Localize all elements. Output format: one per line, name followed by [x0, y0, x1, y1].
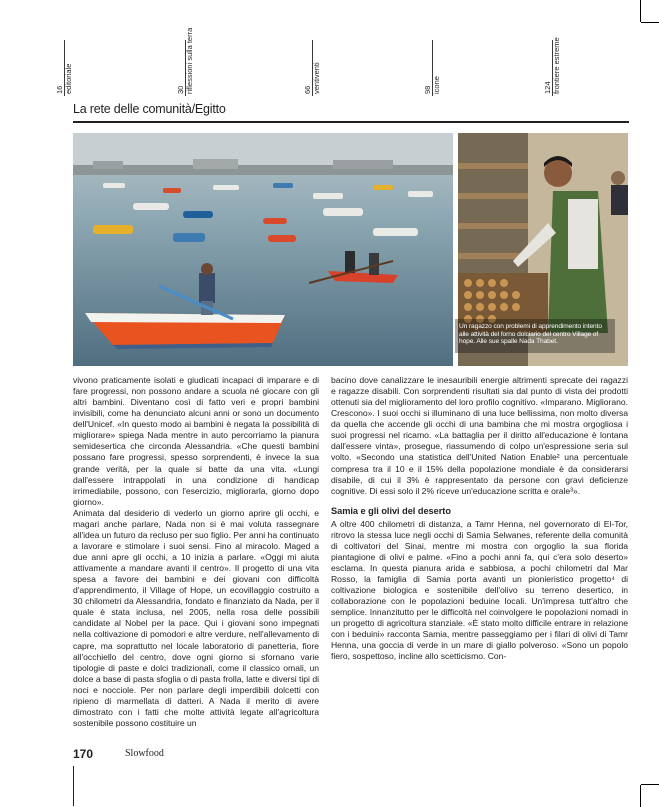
tab-label: 124 frontiere estreme — [543, 37, 561, 94]
section-title: La rete delle comunità/Egitto — [73, 102, 226, 116]
footer-rule — [73, 766, 74, 806]
crop-mark — [641, 22, 659, 23]
tab-label: 30 riflessioni sulla terra — [176, 27, 194, 94]
paragraph: Animata dal desiderio di vederlo un giorno aprire gli occhi, e magari anche parlare, Nada non si è mai voluta rassegnare all'idea un futuro da recluso per suo figlio. Per anni ha continuato a lavorare e stimolare i suoi sensi. Fino al miracolo. Maged a due anni apre gli occhi, a 10 inizia a parlare. «Oggi mi aiuta attivamente a mandare avanti il centro». Il progetto di una vita spesa a favore dei bambini e dei giovani con difficoltà d'apprendimento, il Village of Hope, un ecovillaggio costruito a 30 chilometri da Alessandria, fondato e finanziato da Nada, per il quale è stata inclusa, nel 2005, nella rosa delle possibili candidate al Nobel per la pace. Qui i giovani sono impegnati nella coltivazione di pomodori e altre verdure, nell'allevamento di capre, ma soprattutto nel locale laboratorio di panetteria, fiore all'occhiello del centro, dove ogni giorno si sfornano varie tipologie di paste e dolci tradizionali, come il classico omali, un dolce a base di pasta sfoglia o di pasta frolla, latte e diversi tipi di noci e nocciole. Per non parlare degli imperdibili dolcetti con ripieno di marmellata di datteri. A Nada il merito di avere dimostrato con i fatti che molte attività legate all'agricoltura sostenibile possono costituire un — [73, 507, 319, 728]
section-tab[interactable] — [543, 37, 612, 96]
crop-mark — [640, 0, 641, 22]
text-column-right — [331, 375, 628, 663]
tab-label: 16 editoriale — [55, 63, 73, 94]
section-tab[interactable] — [423, 40, 492, 96]
section-tab[interactable] — [303, 40, 372, 96]
crop-mark — [641, 784, 659, 785]
section-tab[interactable] — [55, 40, 124, 96]
paragraph: vivono praticamente isolati e giudicati incapaci di imparare e di fare progressi, non possono andare a scuola né giocare con gli altri bambini. Diventano così di fatto veri e propri bambini invisibili, come ha denunciato alcuni anni or sono un documento dell'Unicef. «In questo modo ai bambini è negata la possibilità di migliorare» spiega Nada mentre in auto percorriamo la pianura semidesertica che circonda Alessandria. «Che questi bambini possano fare progressi, spesso sorprendenti, è invece la sua grande verità, per la quale si batte da una vita. «Lungi dall'essere intrappolati in una condizione di handicap irrimediabile, possono, con l'esercizio, migliorarla, giorno dopo giorno». — [73, 375, 319, 507]
paragraph: bacino dove canalizzare le inesauribili energie altrimenti sprecate dei ragazzi e ragazze disabili. Con sorprendenti risultati sia dal punto di vista dei prodotti ottenuti sia del miglioramento del loro profilo cognitivo. «Imparano. Migliorano. Crescono». I suoi occhi si illuminano di una luce bellissima, non molto diversa da quella che accende gli occhi di una bambina che mi mostra orgogliosa i suoi progressi nel ricamo. «La battaglia per il diritto all'educazione è lontana dall'essere vinta», prosegue, riassumendo di colpo un'espressione seria sul volto. «Secondo una statistica dell'United Nation Enable² una percentuale compresa tra il 10 e il 15% della popolazione mondiale è da considerarsi disabile, di cui il 3% è rappresentato da persone con gravi deficienze cognitive. Di essi solo il 2% riceve un'educazione scritta e orale³». — [331, 375, 628, 496]
crop-mark — [640, 785, 641, 807]
tab-label: 98 icone — [423, 76, 441, 94]
tab-label: 66 ventiventi — [303, 62, 321, 94]
subheading: Samia e gli olivi del deserto — [331, 505, 451, 516]
section-tab[interactable] — [176, 27, 245, 96]
magazine-name: Slowfood — [125, 748, 164, 759]
paragraph: A oltre 400 chilometri di distanza, a Tamr Henna, nel governorato di El-Tor, ritrovo la stessa luce negli occhi di Samia Selwanes, referente della comunità di coltivatori del Sinai, mentre mi mostra con orgoglio la sua florida piantagione di olivi e palme. «Fino a pochi anni fa, qui c'era solo deserto» esclama. In questa pianura arida e sabbiosa, a pochi chilometri dal Mar Rosso, la famiglia di Samia porta avanti un pionieristico progetto⁴ di coltivazione biologica e sostenibile dell'olivo su terreno desertico, in collaborazione con le popolazioni beduine locali. Un'impresa tutt'altro che semplice. Innanzitutto per le difficoltà nel coinvolgere le popolazioni nomadi in un progetto di agricoltura stanziale. «È stato molto difficile entrare in relazione con i beduini» racconta Samia, mentre passeggiamo per i filari di olivi di Tamr Henna, una goccia di verde in un mare di giallo polveroso. «Sono un popolo fiero, sospettoso, incline allo scetticismo. Con- — [331, 518, 628, 662]
section-rule — [73, 121, 629, 123]
harbour-photo — [73, 133, 453, 366]
page-number: 170 — [73, 747, 94, 761]
photo-caption: Un ragazzo con problemi di apprendimento intento alle attività del forno dolciario del centro Village of hope. Alle sue spalle Nada Thabet. — [459, 323, 602, 346]
text-column-left — [73, 375, 319, 729]
